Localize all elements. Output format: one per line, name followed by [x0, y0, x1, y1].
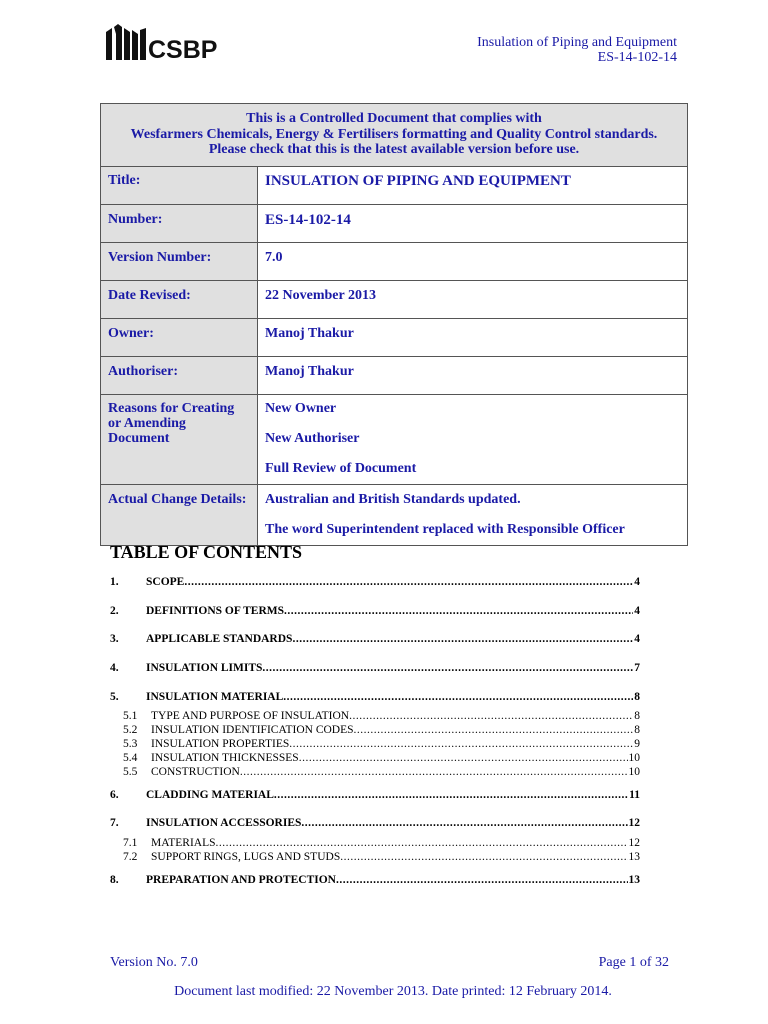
toc-leader-dots [292, 633, 633, 645]
toc-title: TYPE AND PURPOSE OF INSULATION [151, 710, 350, 722]
change-details-values [258, 485, 688, 546]
toc-page: 11 [629, 789, 640, 801]
toc-entry[interactable] [110, 660, 640, 674]
toc-leader-dots [283, 691, 633, 703]
toc-subentry[interactable] [110, 835, 640, 849]
toc-subentry[interactable] [110, 708, 640, 722]
toc-page: 8 [634, 710, 640, 722]
toc-number: 5.2 [123, 724, 138, 736]
reasons-label: Reasons for Creating or Amending Document [101, 395, 258, 485]
toc-subentry[interactable] [110, 849, 640, 863]
toc-number: 6. [110, 789, 119, 801]
toc-page: 12 [628, 837, 640, 849]
toc-title: MATERIALS [151, 837, 216, 849]
footer-page-number: Page 1 of 32 [598, 955, 669, 970]
banner-line: This is a Controlled Document that complies with [246, 111, 542, 126]
owner-label: Owner: [101, 319, 258, 357]
toc-leader-dots [274, 789, 628, 801]
reasons-values [258, 395, 688, 485]
toc-title: APPLICABLE STANDARDS [146, 633, 293, 645]
toc-number: 5.5 [123, 766, 138, 778]
toc-title: SUPPORT RINGS, LUGS AND STUDS [151, 851, 341, 863]
reason-item: New Owner [265, 401, 337, 416]
toc-number: 5.4 [123, 752, 138, 764]
toc-subentry[interactable] [110, 764, 640, 778]
toc-number: 5. [110, 691, 119, 703]
toc-subentry[interactable] [110, 722, 640, 736]
toc-leader-dots [336, 874, 628, 886]
toc-subentry[interactable] [110, 750, 640, 764]
number-label: Number: [101, 205, 258, 243]
document-control-table [100, 103, 688, 546]
header-doc-title: Insulation of Piping and Equipment [477, 35, 677, 50]
change-details-label: Actual Change Details: [101, 485, 258, 546]
toc-page: 4 [634, 605, 640, 617]
banner-line: Please check that this is the latest available version before use. [208, 142, 580, 157]
toc-title: INSULATION LIMITS [146, 662, 263, 674]
toc-leader-dots [354, 724, 634, 736]
owner-value: Manoj Thakur [258, 319, 688, 357]
footer-modified: Document last modified: 22 November 2013. Date printed: 12 February 2014. [174, 984, 612, 999]
toc-leader-dots [299, 752, 628, 764]
toc-number: 7.2 [123, 851, 138, 863]
title-label: Title: [101, 167, 258, 205]
logo-wordmark: CSBP [148, 36, 218, 62]
toc-leader-dots [262, 662, 633, 674]
toc-title: INSULATION MATERIAL [146, 691, 284, 703]
reason-item: Full Review of Document [265, 461, 417, 476]
toc-leader-dots [240, 766, 628, 778]
toc-page: 7 [634, 662, 640, 674]
toc-heading: TABLE OF CONTENTS [110, 542, 303, 562]
toc-title: SCOPE [146, 576, 185, 588]
toc-page: 10 [628, 752, 640, 764]
date-revised-value: 22 November 2013 [258, 281, 688, 319]
toc-page: 8 [634, 724, 640, 736]
change-item: The word Superintendent replaced with Responsible Officer [265, 522, 625, 537]
toc-entry[interactable] [110, 603, 640, 617]
toc-leader-dots [184, 576, 633, 588]
toc-leader-dots [284, 605, 633, 617]
toc-title: INSULATION ACCESSORIES [146, 817, 302, 829]
banner-line: Wesfarmers Chemicals, Energy & Fertilisers formatting and Quality Control standards. [130, 126, 658, 142]
toc-number: 7. [110, 817, 119, 829]
authoriser-value: Manoj Thakur [258, 357, 688, 395]
toc-entry[interactable] [110, 574, 640, 588]
toc-page: 13 [628, 874, 640, 886]
toc-number: 4. [110, 662, 119, 674]
toc-page: 9 [634, 738, 640, 750]
number-value: ES-14-102-14 [258, 205, 688, 243]
toc-leader-dots [340, 851, 627, 863]
change-item: Australian and British Standards updated. [265, 492, 521, 507]
toc-entry[interactable] [110, 631, 640, 645]
toc-page: 13 [628, 851, 640, 863]
toc-title: INSULATION THICKNESSES [151, 752, 299, 764]
toc-page: 8 [634, 691, 640, 703]
control-banner [101, 104, 688, 167]
running-header [477, 35, 677, 65]
toc-leader-dots [349, 710, 633, 722]
toc-title: CONSTRUCTION [151, 766, 240, 778]
toc-entry[interactable] [110, 787, 640, 801]
toc-entry[interactable] [110, 815, 640, 829]
toc-number: 8. [110, 874, 119, 886]
toc-title: INSULATION IDENTIFICATION CODES [151, 724, 354, 736]
toc-leader-dots [301, 817, 627, 829]
toc-title: PREPARATION AND PROTECTION [146, 874, 336, 886]
footer-version: Version No. 7.0 [110, 955, 198, 970]
toc-page: 4 [634, 633, 640, 645]
toc-title: INSULATION PROPERTIES [151, 738, 290, 750]
toc-leader-dots [289, 738, 633, 750]
toc-entry[interactable] [110, 689, 640, 703]
toc-number: 5.3 [123, 738, 138, 750]
toc-number: 2. [110, 605, 119, 617]
header-doc-number: ES-14-102-14 [597, 50, 677, 65]
toc-number: 3. [110, 633, 119, 645]
date-revised-label: Date Revised: [101, 281, 258, 319]
toc-page: 4 [634, 576, 640, 588]
toc-title: CLADDING MATERIAL [146, 789, 274, 801]
title-value: INSULATION OF PIPING AND EQUIPMENT [258, 167, 688, 205]
toc-subentry[interactable] [110, 736, 640, 750]
toc-title: DEFINITIONS OF TERMS [146, 605, 285, 617]
authoriser-label: Authoriser: [101, 357, 258, 395]
toc-page: 12 [628, 817, 640, 829]
reason-item: New Authoriser [265, 431, 360, 446]
version-value: 7.0 [258, 243, 688, 281]
toc-entry[interactable] [110, 872, 640, 886]
toc-leader-dots [216, 837, 628, 849]
toc-number: 7.1 [123, 837, 138, 849]
toc-number: 5.1 [123, 710, 138, 722]
version-label: Version Number: [101, 243, 258, 281]
toc-number: 1. [110, 576, 119, 588]
csbp-logo [104, 24, 229, 62]
toc-page: 10 [628, 766, 640, 778]
